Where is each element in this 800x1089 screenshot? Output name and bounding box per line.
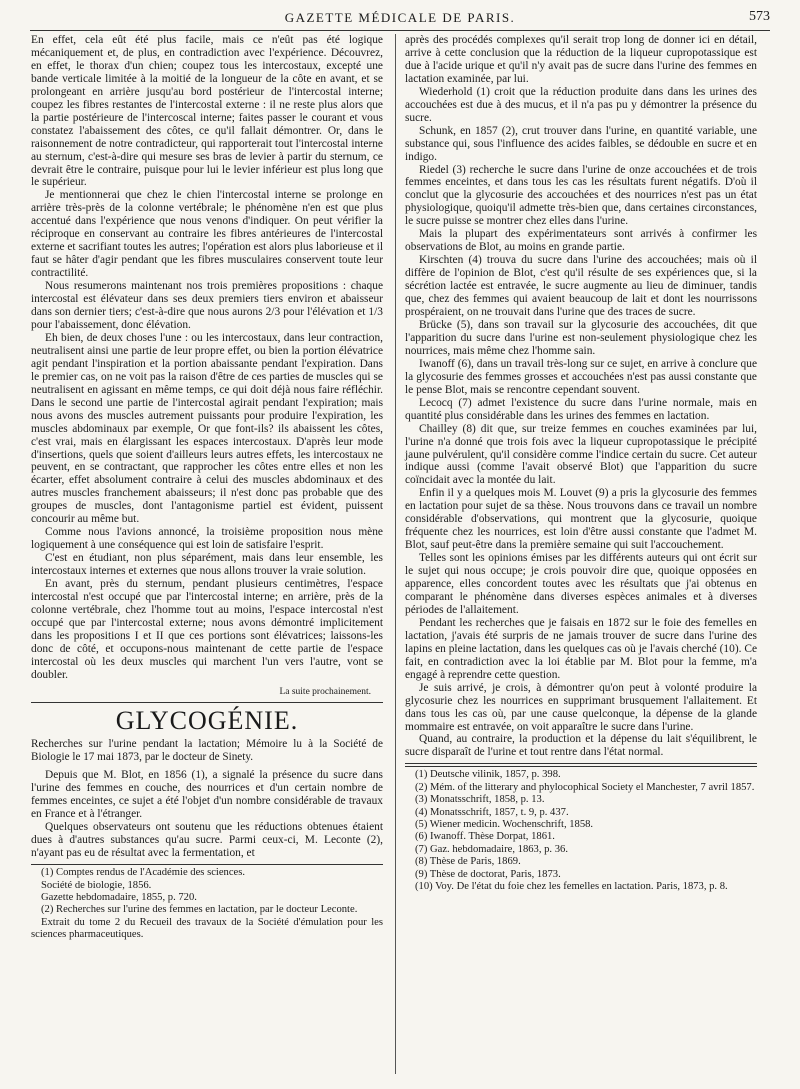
paragraph: Schunk, en 1857 (2), crut trouver dans l'urine, en quantité variable, une substance qui, sous l'influence des acides faibles, se dédouble en sucre et en indigo. (405, 124, 757, 163)
footnote: (1) Deutsche vilinik, 1857, p. 398. (415, 769, 561, 781)
footnote: (9) Thèse de doctorat, Paris, 1873. (415, 868, 561, 880)
paragraph: Lecocq (7) admet l'existence du sucre dans l'urine normale, mais en quantité plus considérable dans les urines des femmes en lactation. (405, 396, 757, 422)
footnote: (4) Monatsschrift, 1857, t. 9, p. 437. (415, 806, 569, 818)
paragraph: En effet, cela eût été plus facile, mais ce n'eût pas été logique mécaniquement et, de plus, en contradiction avec l'expérience. Découvrez, en effet, le thorax d'un chien; coupez tous les intercostaux, excepté une bande verticale limitée à la moitié de la longueur de la côte en avant, et se prolongeant en arrière jusqu'au bord postérieur de l'intercostal interne; coupez les fibres restantes de l'intercostal externe : il ne reste plus alors que la partie postérieure de l'intercoscal interne; faites passer le courant et vous constatez l'abaissement des côtes, ce qu'il fallait démontrer. Or, dans le raisonnement de notre contradicteur, qui rapporterait tout l'intercostal interne au sternum, c'est-à-dire qui mesure ses bras de levier à partir du sternum, ce devrait être le contraire, puisque pour lui le levier inférieur est plus long que le supérieur. (31, 34, 383, 189)
paragraph: Telles sont les opinions émises par les différents auteurs qui ont écrit sur le sujet qui nous occupe; je crois pouvoir dire que, quoique opposées en apparence, elles concordent toutes avec les résultats que j'ai obtenus en comparant le phénomène dans diverses espèces animales et à diverses périodes de l'allaitement. (405, 552, 757, 616)
paragraph: Je suis arrivé, je crois, à démontrer qu'on peut à volonté produire la glycosurie chez les nourrices en supprimant brusquement l'allaitement. Et dans tous les cas où, par une cause quelconque, la dépense de la glande mommaire est entravée, on voit apparaître le sucre dans l'urine. (405, 681, 757, 733)
paragraph: Chailley (8) dit que, sur treize femmes en couches examinées par lui, l'urine n'a donné que trois fois avec la liqueur cupropotassique le précipité jaune pulvérulent, qu'il considère comme l'indice certain du sucre. Cet auteur indique aussi (comme l'avait observé Blot) que l'apparition du sucre coïncidait avec la montée du lait. (405, 422, 757, 487)
paragraph: Eh bien, de deux choses l'une : ou les intercostaux, dans leur contraction, neutralisent ainsi une partie de leur propre effet, ou bien la portion élévatrice agit pendant l'inspiration et la portion abaissante pendant l'expiration. Dans le premier cas, on ne voit pas la raison d'être de ces parties de muscles qui se neutralisent en agissant en même temps, ce qui doit déjà nous faire réfléchir. Dans le second une partie de l'intercostal agirait pendant l'expiration; mais nous avons des muscles autrement puissants pour produire l'expiration, les muscles abdominaux par exemple, Or que font-ils? ils abaissent les côtes, c'est vrai, mais en élargissant les espaces intercostaux. D'après leur mode d'insertions, quels que soient d'ailleurs leurs autres effets, les intercostaux ne peuvent, en se contractant, que rapprocher les côtes entre elles et non les écarter, effet absolument contraire à celui des muscles abdominaux et des autres muscles franchement abaisseurs; il n'est donc pas probable que des groupes de muscles, dont l'antagonisme partiel est évident, puissent concourir au même but. (31, 331, 383, 526)
footnote: (2) Mém. of the litterary and phylocophical Society el Manchester, 7 avril 1857. (415, 781, 755, 793)
footnote: (8) Thèse de Paris, 1869. (415, 856, 521, 868)
footnote: Gazette hebdomadaire, 1855, p. 720. (41, 891, 197, 903)
paragraph: Kirschten (4) trouva du sucre dans l'urine des accouchées; mais où il diffère de l'opinion de Blot, c'est qu'il résulte de ses expériences que, si la sécrétion lactée est entravée, le sucre augmente au lieu de diminuer, tandis que, chez des femmes qui avaient beaucoup de lait et dont les nourrissons prospéraient, on ne trouvait dans l'urine que des traces de sucre. (405, 254, 757, 319)
article-subtitle: Recherches sur l'urine pendant la lactation; Mémoire lu à la Société de Biologie le 17 mai 1873, par le docteur de Sinety. (31, 737, 383, 763)
footnotes-right (405, 763, 757, 893)
paragraph: Pendant les recherches que je faisais en 1872 sur le foie des femelles en lactation, j'avais été surpris de ne jamais trouver de sucre dans l'urine des lapins en pleine lactation, dans les quelques cas où je l'avais cherché (10). Ce fait, en contradiction avec la loi établie par M. Blot pour la femme, m'a engagé à reprendre cette question. (405, 616, 757, 681)
footnote: (10) Voy. De l'état du foie chez les femelles en lactation. Paris, 1873, p. 8. (415, 881, 728, 893)
footnote: (2) Recherches sur l'urine des femmes en lactation, par le docteur Leconte. (41, 904, 358, 916)
journal-title: GAZETTE MÉDICALE DE PARIS. (284, 10, 516, 25)
footnote: (5) Wiener medicin. Wochenschrift, 1858. (415, 819, 594, 830)
paragraph: Quelques observateurs ont soutenu que les réductions obtenues étaient dues à d'autres substances qu'au sucre. Parmi ceux-ci, M. Leconte (2), n'ayant pas eu de résultat avec la fermentation, et (31, 821, 383, 860)
section-title: GLYCOGÉNIE. (115, 705, 299, 735)
paragraph: Depuis que M. Blot, en 1856 (1), a signalé la présence du sucre dans l'urine des femmes en couche, des nourrices et d'un certain nombre de femmes enceintes, ce sujet a été l'objet d'un nombre considérable de travaux en France et à l'étranger. (31, 769, 383, 821)
running-header (30, 8, 770, 31)
paragraph: Nous resumerons maintenant nos trois premières propositions : chaque intercostal est élévateur dans ses deux premiers tiers environ et abaisseur dans son dernier tiers; c'est-à-dire que nous aurons 2/3 pour l'élévation et 1/3 pour l'abaissement, donc élévation. (31, 280, 383, 331)
continuation-note: La suite prochainement. (279, 686, 371, 697)
paragraph: Comme nous l'avions annoncé, la troisième proposition nous mène logiquement à une conséquence qui est loin de satisfaire l'esprit. (31, 526, 383, 552)
left-column (31, 34, 383, 942)
footnotes-left (31, 864, 383, 941)
footnote: Société de biologie, 1856. (41, 879, 152, 891)
page-number: 573 (749, 9, 770, 24)
footnote: (6) Iwanoff. Thèse Dorpat, 1861. (415, 831, 555, 843)
paragraph: après des procédés complexes qu'il serait trop long de donner ici en détail, arrive à cette conclusion que la réduction de la liqueur cupropotassique est due à l'acide urique et qu'il n'y avait pas de sucre dans l'urine des femmes en lactation examinée, par lui. (405, 34, 757, 85)
footnote-divider (405, 763, 757, 764)
footnote: (3) Monatsschrift, 1858, p. 13. (415, 794, 545, 806)
right-column (405, 34, 757, 893)
paragraph: C'est en étudiant, non plus séparément, mais dans leur ensemble, les intercostaux internes et externes que nous allons trouver la vraie solution. (31, 552, 383, 578)
paragraph: Iwanoff (6), dans un travail très-long sur ce sujet, en arrive à conclure que la glycosurie des femmes grosses et accouchées n'est pas aussi constante que le pense Blot, mais se rencontre cependant souvent. (405, 357, 757, 396)
paragraph: Enfin il y a quelques mois M. Louvet (9) a pris la glycosurie des femmes en lactation pour sujet de sa thèse. Nous trouvons dans ce travail un nombre considérable d'observations, qui montrent que la glycosurie, quoique fréquente chez les nourrices, est loin d'être aussi constante que l'admet M. Blot, sauf peut-être dans la première semaine qui suit l'accouchement. (405, 487, 757, 552)
footnote: (7) Gaz. hebdomadaire, 1863, p. 36. (415, 843, 568, 855)
column-divider (395, 34, 396, 1074)
footnote: Extrait du tome 2 du Recueil des travaux de la Société d'émulation pour les sciences pharmaceutiques. (31, 916, 383, 941)
paragraph: En avant, près du sternum, pendant plusieurs centimètres, l'espace intercostal n'est occupé que par l'intercostal interne; en arrière, près de la colonne vertébrale, chez l'homme tout au moins, l'espace intercostal n'est occupé que par l'intercostal externe; nous avons démontré implicitement dans les propositions I et II que ces portions sont élévatrices; laissons-les donc de côté, et occupons-nous maintenant de cette partie de l'espace intercostal où les deux muscles qui marchent l'un vers l'autre, vont se doubler. (31, 578, 383, 681)
footnote-divider (31, 864, 383, 865)
paragraph: Mais la plupart des expérimentateurs sont arrivés à confirmer les observations de Blot, au moins en grande partie. (405, 228, 757, 254)
footnote: (1) Comptes rendus de l'Académie des sciences. (41, 867, 246, 879)
footnote-divider (405, 766, 757, 767)
paragraph: Je mentionnerai que chez le chien l'intercostal interne se prolonge en arrière très-près de la colonne vertébrale; le phénomène n'en est que plus accentué dans l'expérience que nous venons d'indiquer. On peut vérifier la réciproque en conservant au contraire les fibres antérieures de l'intercostal externe et sacrifiant toutes les autres; l'opération est alors plus laborieuse et il faut se hâter d'agir pendant que les fibres musculaires conservent toute leur contractilité. (31, 189, 383, 280)
paragraph: Brücke (5), dans son travail sur la glycosurie des accouchées, dit que l'apparition du sucre dans l'urine est non-seulement physiologique chez les nourrices, mais même chez l'homme sain. (405, 318, 757, 357)
paragraph: Quand, au contraire, la production et la dépense du lait s'équilibrent, le sucre disparaît de l'urine et tout rentre dans l'état normal. (405, 733, 757, 759)
paragraph: Wiederhold (1) croit que la réduction produite dans dans les urines des accouchées est due à des mucus, et il n'a pas pu y démontrer la présence du sucre. (405, 85, 757, 124)
section-divider (31, 702, 383, 703)
paragraph: Riedel (3) recherche le sucre dans l'urine de onze accouchées et de trois femmes enceintes, et dans tous les cas les résultats furent négatifs. D'où il conclut que la glycosurie des accouchées et des nourrices n'est pas un état physiologique, quoiqu'il admette très-bien que, dans certaines circonstances, le sucre puisse se montrer chez elles dans l'urine. (405, 163, 757, 228)
